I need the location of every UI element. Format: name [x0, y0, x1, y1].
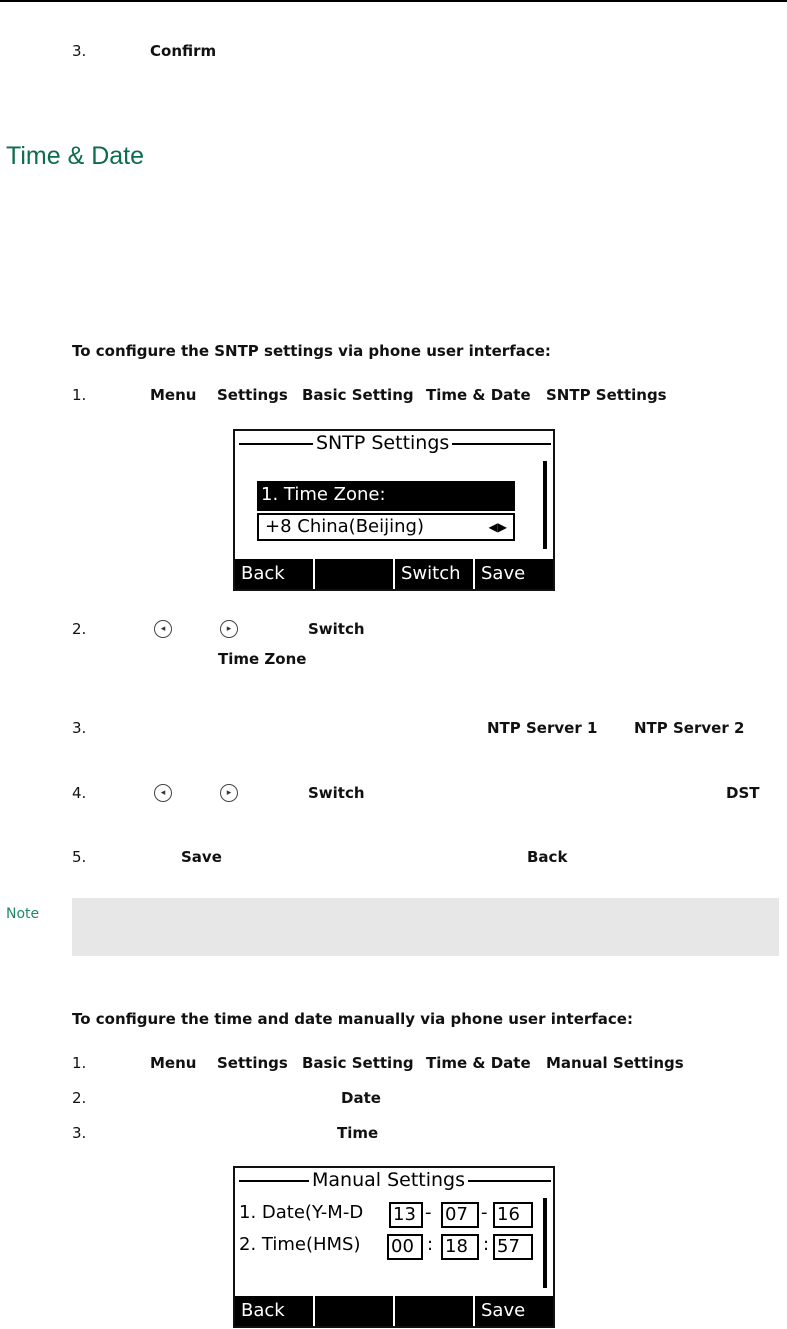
- softkey-empty[interactable]: [315, 1296, 395, 1326]
- date-year-field[interactable]: 13: [389, 1202, 423, 1228]
- ntp-server-1-label: NTP Server 1: [487, 719, 598, 737]
- softkey-switch[interactable]: Switch: [395, 559, 475, 589]
- switch-label: Switch: [308, 784, 365, 802]
- softkey-save[interactable]: Save: [481, 1300, 526, 1321]
- time-separator: :: [427, 1234, 434, 1255]
- scrollbar: [543, 1198, 547, 1288]
- time-zone-label: Time Zone: [218, 650, 307, 668]
- menu-path-item: Time & Date: [426, 386, 531, 404]
- save-label: Save: [181, 848, 222, 866]
- menu-path-item: Basic Setting: [302, 386, 414, 404]
- softkey-empty[interactable]: [395, 1296, 475, 1326]
- date-row-label: 1. Date(Y-M-D: [239, 1202, 364, 1223]
- screen-title: Manual Settings: [309, 1169, 468, 1191]
- time-separator: :: [483, 1234, 490, 1255]
- menu-path-item: Settings: [217, 386, 288, 404]
- step-number: 1.: [72, 386, 87, 404]
- date-label: Date: [341, 1089, 381, 1107]
- manual-settings-screen: [233, 1166, 555, 1328]
- step-number: 1.: [72, 1054, 87, 1072]
- screen-title: SNTP Settings: [313, 432, 452, 454]
- date-day-field[interactable]: 16: [493, 1202, 533, 1228]
- right-navigation-key-icon: ▸: [220, 784, 238, 802]
- note-label: Note: [6, 906, 40, 922]
- sntp-procedure-title: To configure the SNTP settings via phone user interface:: [72, 342, 551, 360]
- dst-label: DST: [726, 784, 760, 802]
- menu-path-item: Menu: [150, 386, 197, 404]
- left-navigation-key-icon: ◂: [154, 620, 172, 638]
- softkey-bar: [235, 559, 553, 589]
- sntp-settings-screen: [233, 429, 555, 591]
- time-row-label: 2. Time(HMS): [239, 1234, 361, 1255]
- step-number: 2.: [72, 1089, 87, 1107]
- time-label: Time: [337, 1124, 379, 1142]
- left-navigation-key-icon: ◂: [154, 784, 172, 802]
- step-number: 4.: [72, 784, 87, 802]
- confirm-label: Confirm: [150, 42, 217, 60]
- date-month-field[interactable]: 07: [441, 1202, 479, 1228]
- menu-path-item: Manual Settings: [546, 1054, 684, 1072]
- step-number: 2.: [72, 620, 87, 638]
- menu-path-item: Basic Setting: [302, 1054, 414, 1072]
- ntp-server-2-label: NTP Server 2: [634, 719, 745, 737]
- header-rule: [0, 0, 787, 2]
- date-separator: -: [481, 1202, 488, 1223]
- time-zone-value[interactable]: [257, 513, 515, 541]
- manual-procedure-title: To configure the time and date manually via phone user interface:: [72, 1010, 633, 1028]
- menu-path-item: Menu: [150, 1054, 197, 1072]
- softkey-back[interactable]: Back: [235, 1296, 315, 1326]
- menu-path-item: Time & Date: [426, 1054, 531, 1072]
- section-heading: Time & Date: [6, 142, 145, 170]
- scrollbar: [543, 461, 547, 549]
- time-second-field[interactable]: 57: [493, 1234, 533, 1260]
- left-right-arrows-icon: ◀▶: [488, 520, 507, 534]
- date-separator: -: [425, 1202, 432, 1223]
- time-zone-row[interactable]: 1. Time Zone:: [257, 481, 515, 511]
- note-box: [72, 898, 779, 956]
- softkey-back[interactable]: Back: [235, 559, 315, 589]
- step-number: 5.: [72, 848, 87, 866]
- softkey-empty[interactable]: [315, 559, 395, 589]
- switch-label: Switch: [308, 620, 365, 638]
- step-number: 3.: [72, 719, 87, 737]
- menu-path-item: SNTP Settings: [546, 386, 667, 404]
- time-hour-field[interactable]: 00: [387, 1234, 423, 1260]
- softkey-save[interactable]: Save: [481, 563, 526, 584]
- step-number: 3.: [72, 1124, 87, 1142]
- right-navigation-key-icon: ▸: [220, 620, 238, 638]
- softkey-bar: [235, 1296, 553, 1326]
- time-minute-field[interactable]: 18: [441, 1234, 479, 1260]
- menu-path-item: Settings: [217, 1054, 288, 1072]
- step-number: 3.: [72, 42, 87, 60]
- time-zone-value-text: +8 China(Beijing): [265, 516, 424, 537]
- back-label: Back: [527, 848, 568, 866]
